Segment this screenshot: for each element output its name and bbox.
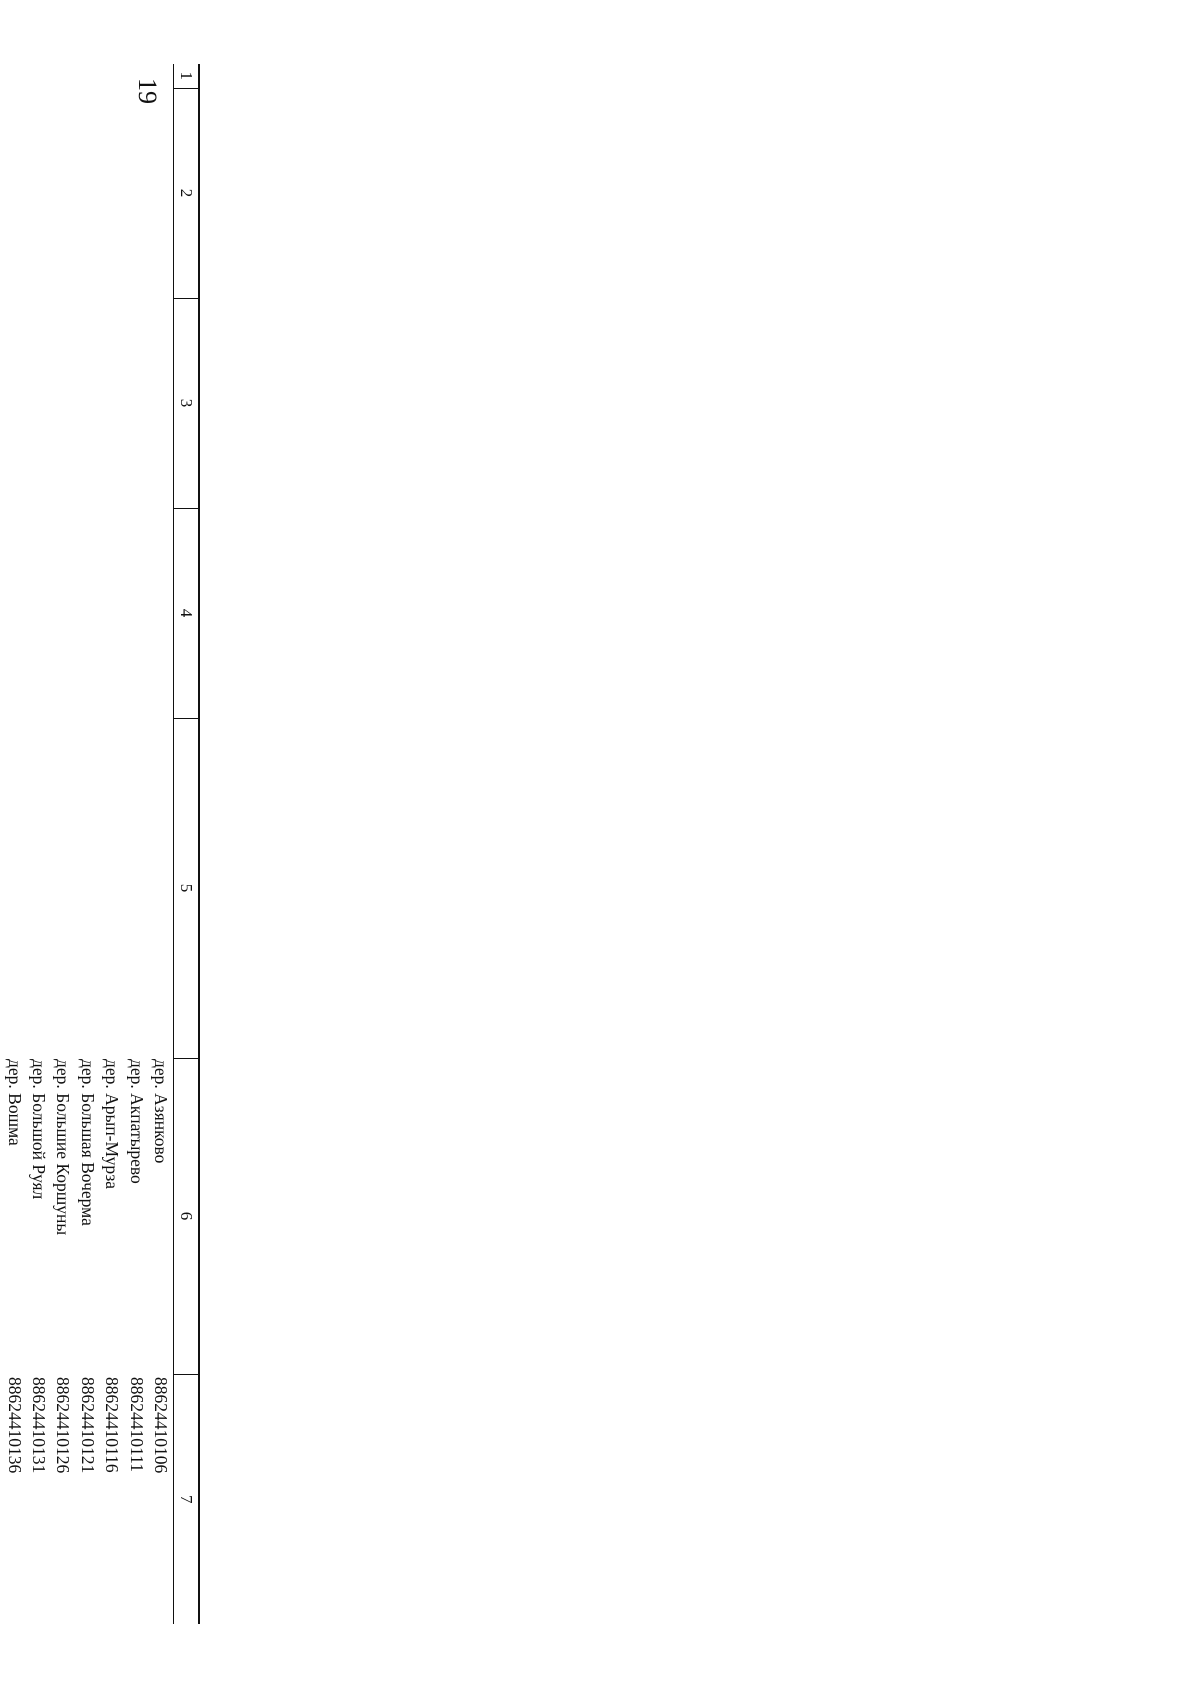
column-number-row <box>174 64 200 1624</box>
column-number-5: 5 <box>174 718 200 1058</box>
settlement-name: дер. Большая Вочерма <box>77 1059 98 1226</box>
settlement-codes-cell <box>0 1374 174 1624</box>
page-number: 19 <box>133 78 162 104</box>
column-number-1: 1 <box>174 64 200 88</box>
settlement-name <box>0 1059 2 1374</box>
settlement-code: 88624410121 <box>77 1377 98 1474</box>
settlement-names-cell <box>0 1058 174 1374</box>
settlement-code: 88624410106 <box>151 1377 171 1474</box>
settlement-name: дер. Вошма <box>4 1059 25 1146</box>
settlement-name: дер. Акпатырево <box>126 1059 147 1184</box>
settlement-code: 88624410126 <box>53 1377 74 1474</box>
settlement-code: 88624410131 <box>29 1377 50 1474</box>
column-number-3: 3 <box>174 298 200 508</box>
column-number-2: 2 <box>174 88 200 298</box>
settlements-table <box>0 64 200 1624</box>
column-number-4: 4 <box>174 508 200 718</box>
settlement-code: 88624410116 <box>102 1377 123 1473</box>
column-number-7: 7 <box>174 1374 200 1624</box>
table-row <box>0 64 174 1624</box>
cell-empty-1 <box>0 64 174 88</box>
settlement-name: дер. Большой Руял <box>29 1059 50 1200</box>
settlement-name: дер. Азянково <box>151 1059 171 1164</box>
cell-empty-4 <box>0 508 174 718</box>
settlement-code: 88624410136 <box>4 1377 25 1474</box>
column-number-6: 6 <box>174 1058 200 1374</box>
rotated-table-page <box>0 64 200 1624</box>
settlement-name: дер. Арып-Мурза <box>102 1059 123 1190</box>
settlement-code: 88624410111 <box>126 1377 147 1472</box>
cell-empty-3 <box>0 298 174 508</box>
cell-empty-2 <box>0 88 174 298</box>
settlement-code <box>0 1377 2 1624</box>
cell-empty-5 <box>0 718 174 1058</box>
settlement-name: дер. Большие Коршуны <box>53 1059 74 1236</box>
